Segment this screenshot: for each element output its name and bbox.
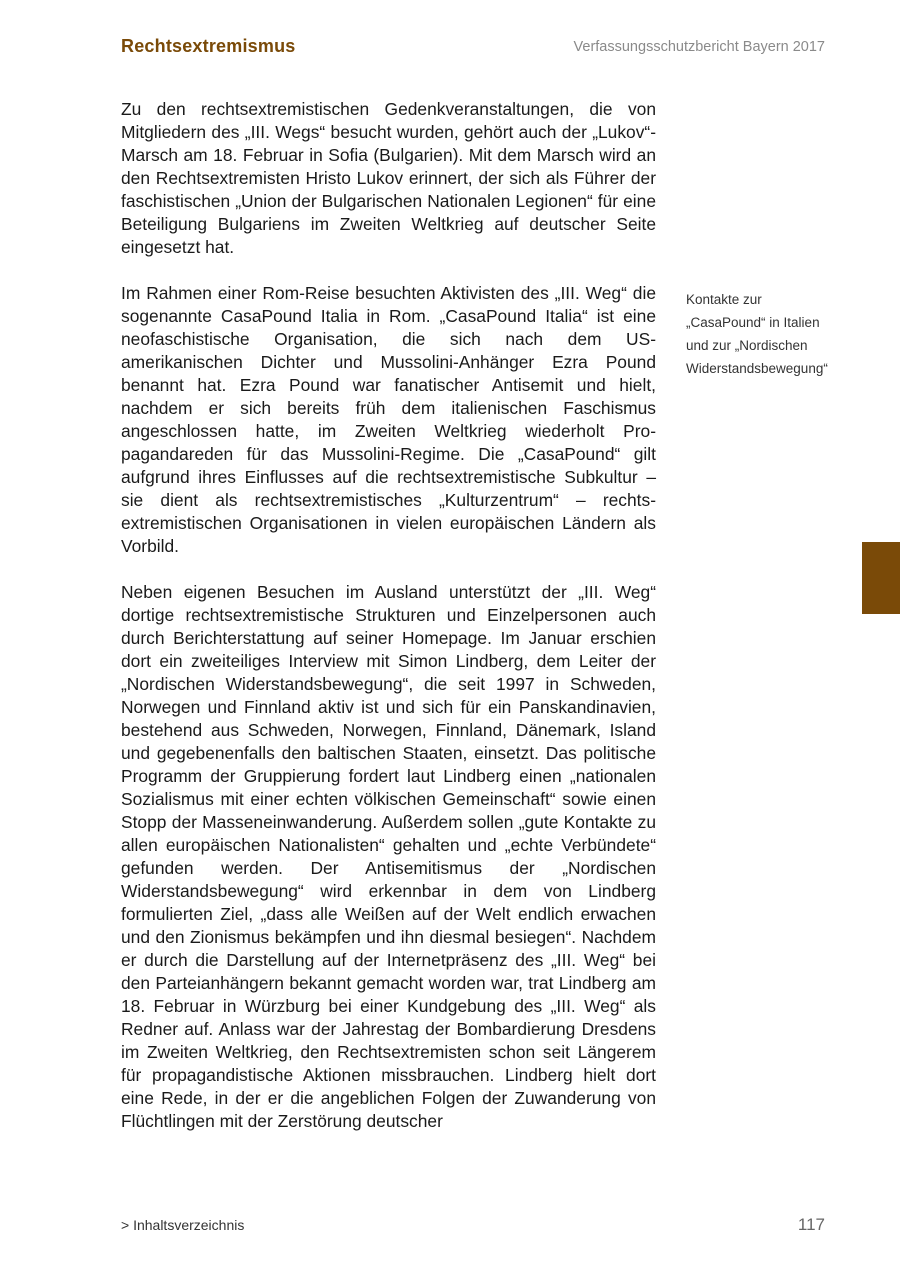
page-number: 117 bbox=[797, 1215, 825, 1234]
paragraph-lukov-march: Zu den rechtsextremistischen Gedenkveranstaltungen, die von Mitgliedern des „III. Wegs“ besucht wurden, gehört auch der „Lukov“-Marsch am 18. Februar in Sofia (Bulgarien). Mit dem Marsch wird an den Rechtsextremisten Hristo Lukov erinnert, der sich als Führer der faschistischen „Union der Bulgarischen Nationalen Legionen“ für eine Beteiligung Bulgariens im Zweiten Weltkrieg auf deutscher Seite eingesetzt hat. bbox=[121, 99, 656, 257]
margin-note: Kontakte zur „CasaPound“ in Italien und zur „Nordischen Widerstandsbewegung“ bbox=[686, 292, 828, 376]
paragraph-nordic-resistance: Neben eigenen Besuchen im Ausland unterstützt der „III. Weg“ dortige rechtsextremistische Strukturen und Einzelpersonen auch durch Berichterstattung auf seiner Homepage. Im Januar erschien dort ein zweiteiliges Interview mit Simon Lindberg, dem Leiter der „Nordischen Widerstandsbewegung“, die seit 1997 in Schweden, Norwegen und Finnland aktiv ist und sich für ein Panskandinavien, bestehend aus Schweden, Norwegen, Finnland, Dänemark, Island und gegebenenfalls den baltischen Staaten, einsetzt. Das politische Programm der Gruppierung fordert laut Lindberg einen „nationalen Sozialismus mit einer echten völkischen Gemeinschaft“ sowie einen Stopp der Masseneinwanderung. Außerdem sollen „gute Kontakte zu allen europäischen Nationalisten“ gehalten und „echte Verbündete“ gefunden werden. Der Antisemitismus der „Nordischen Widerstandsbewegung“ wird erkennbar in dem von Lindberg formulierten Ziel, „dass alle Weißen auf der Welt endlich erwachen und den Zionismus bekämpfen und ihn diesmal besiegen“. Nachdem er durch die Darstellung auf der Internetpräsenz des „III. Weg“ bei den Parteianhängern bekannt gemacht worden war, trat Lindberg am 18. Februar in Würzburg bei einer Kundgebung des „III. Weg“ als Redner auf. Anlass war der Jahrestag der Bombardierung Dresdens im Zweiten Weltkrieg, den Rechtsextremisten schon seit Längerem für propagandistische Aktionen missbrauchen. Lindberg hielt dort eine Rede, in der er die angeblichen Folgen der Zuwanderung von Flüchtlingen mit der Zerstörung deutscher bbox=[121, 582, 656, 1131]
report-title: Verfassungsschutzbericht Bayern 2017 bbox=[573, 39, 825, 55]
body-text bbox=[121, 98, 656, 1156]
chapter-tab-marker bbox=[862, 542, 900, 614]
toc-link[interactable]: > Inhaltsverzeichnis bbox=[121, 1217, 245, 1233]
paragraph-casapound: Im Rahmen einer Rom-Reise besuchten Aktivisten des „III. Weg“ die sogenannte CasaPound Italia in Rom. „CasaPound Italia“ ist eine neofaschistische Organisation, die sich nach dem US-amerikanischen Dichter und Mussolini-Anhänger Ezra Pound benannt hat. Ezra Pound war fanatischer Antisemit und hielt, nachdem er sich bereits früh dem italienischen Faschismus angeschlossen hatte, im Zweiten Weltkrieg wiederholt Propagandareden für das Mussolini-Regime. Die „CasaPound“ gilt aufgrund ihres Einflusses auf die rechtsextremistische Subkultur – sie dient als rechtsextremistisches „Kulturzentrum“ – rechtsextremistischen Organisationen in vielen europäischen Ländern als Vorbild. bbox=[121, 283, 656, 556]
section-title: Rechtsextremismus bbox=[121, 36, 296, 56]
